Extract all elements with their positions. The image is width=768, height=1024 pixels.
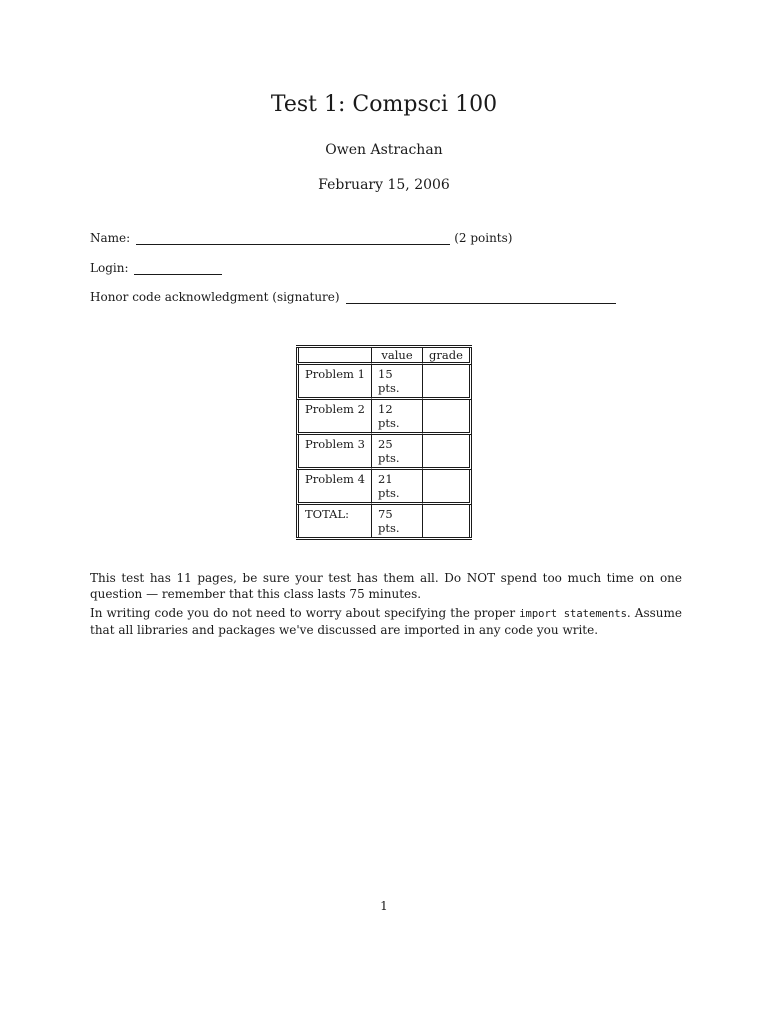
grade-cell bbox=[422, 435, 472, 470]
login-label: Login: bbox=[90, 261, 129, 275]
value-cell: 75 pts. bbox=[371, 505, 422, 537]
author-name: Owen Astrachan bbox=[325, 142, 443, 158]
table-row bbox=[296, 365, 472, 400]
honor-code-label: Honor code acknowledgment (signature) bbox=[90, 290, 340, 304]
problem-cell: Problem 2 bbox=[296, 400, 371, 435]
table-row bbox=[296, 470, 472, 505]
grade-cell bbox=[422, 365, 472, 400]
login-blank-line[interactable] bbox=[134, 262, 222, 275]
login-field bbox=[90, 261, 226, 275]
value-cell: 25 pts. bbox=[371, 435, 422, 470]
problem-cell: Problem 4 bbox=[296, 470, 371, 505]
table-row-total bbox=[296, 505, 472, 537]
name-field bbox=[90, 231, 512, 245]
honor-code-field bbox=[90, 290, 620, 304]
table-row bbox=[296, 400, 472, 435]
name-blank-line[interactable] bbox=[136, 232, 450, 245]
header-cell-grade: grade bbox=[422, 348, 472, 365]
value-cell: 15 pts. bbox=[371, 365, 422, 400]
name-points: (2 points) bbox=[454, 231, 513, 245]
grade-cell bbox=[422, 505, 472, 537]
name-label: Name: bbox=[90, 231, 131, 245]
grade-cell bbox=[422, 470, 472, 505]
instructions-text: . Assume that all libraries and packages we've discussed are imported in any code you write. bbox=[90, 606, 682, 637]
page-title: Test 1: Compsci 100 bbox=[270, 92, 498, 117]
test-date: February 15, 2006 bbox=[318, 177, 450, 193]
problem-cell: Problem 1 bbox=[296, 365, 371, 400]
value-cell: 21 pts. bbox=[371, 470, 422, 505]
value-cell: 12 pts. bbox=[371, 400, 422, 435]
table-row bbox=[296, 435, 472, 470]
instructions-text: In writing code you do not need to worry about specifying the proper bbox=[90, 606, 520, 620]
score-table bbox=[296, 345, 472, 540]
grade-cell bbox=[422, 400, 472, 435]
page-number: 1 bbox=[380, 899, 388, 913]
header-cell-problem bbox=[296, 348, 371, 365]
header-cell-value: value bbox=[371, 348, 422, 365]
signature-blank-line[interactable] bbox=[346, 291, 616, 304]
inline-code: import statements bbox=[519, 608, 627, 620]
instructions-paragraph-2 bbox=[90, 605, 682, 638]
problem-cell: Problem 3 bbox=[296, 435, 371, 470]
score-table-header bbox=[296, 348, 472, 365]
instructions-paragraph-1: This test has 11 pages, be sure your test has them all. Do NOT spend too much time on one question — remember that this class lasts 75 minutes. bbox=[90, 571, 682, 601]
problem-cell: TOTAL: bbox=[296, 505, 371, 537]
